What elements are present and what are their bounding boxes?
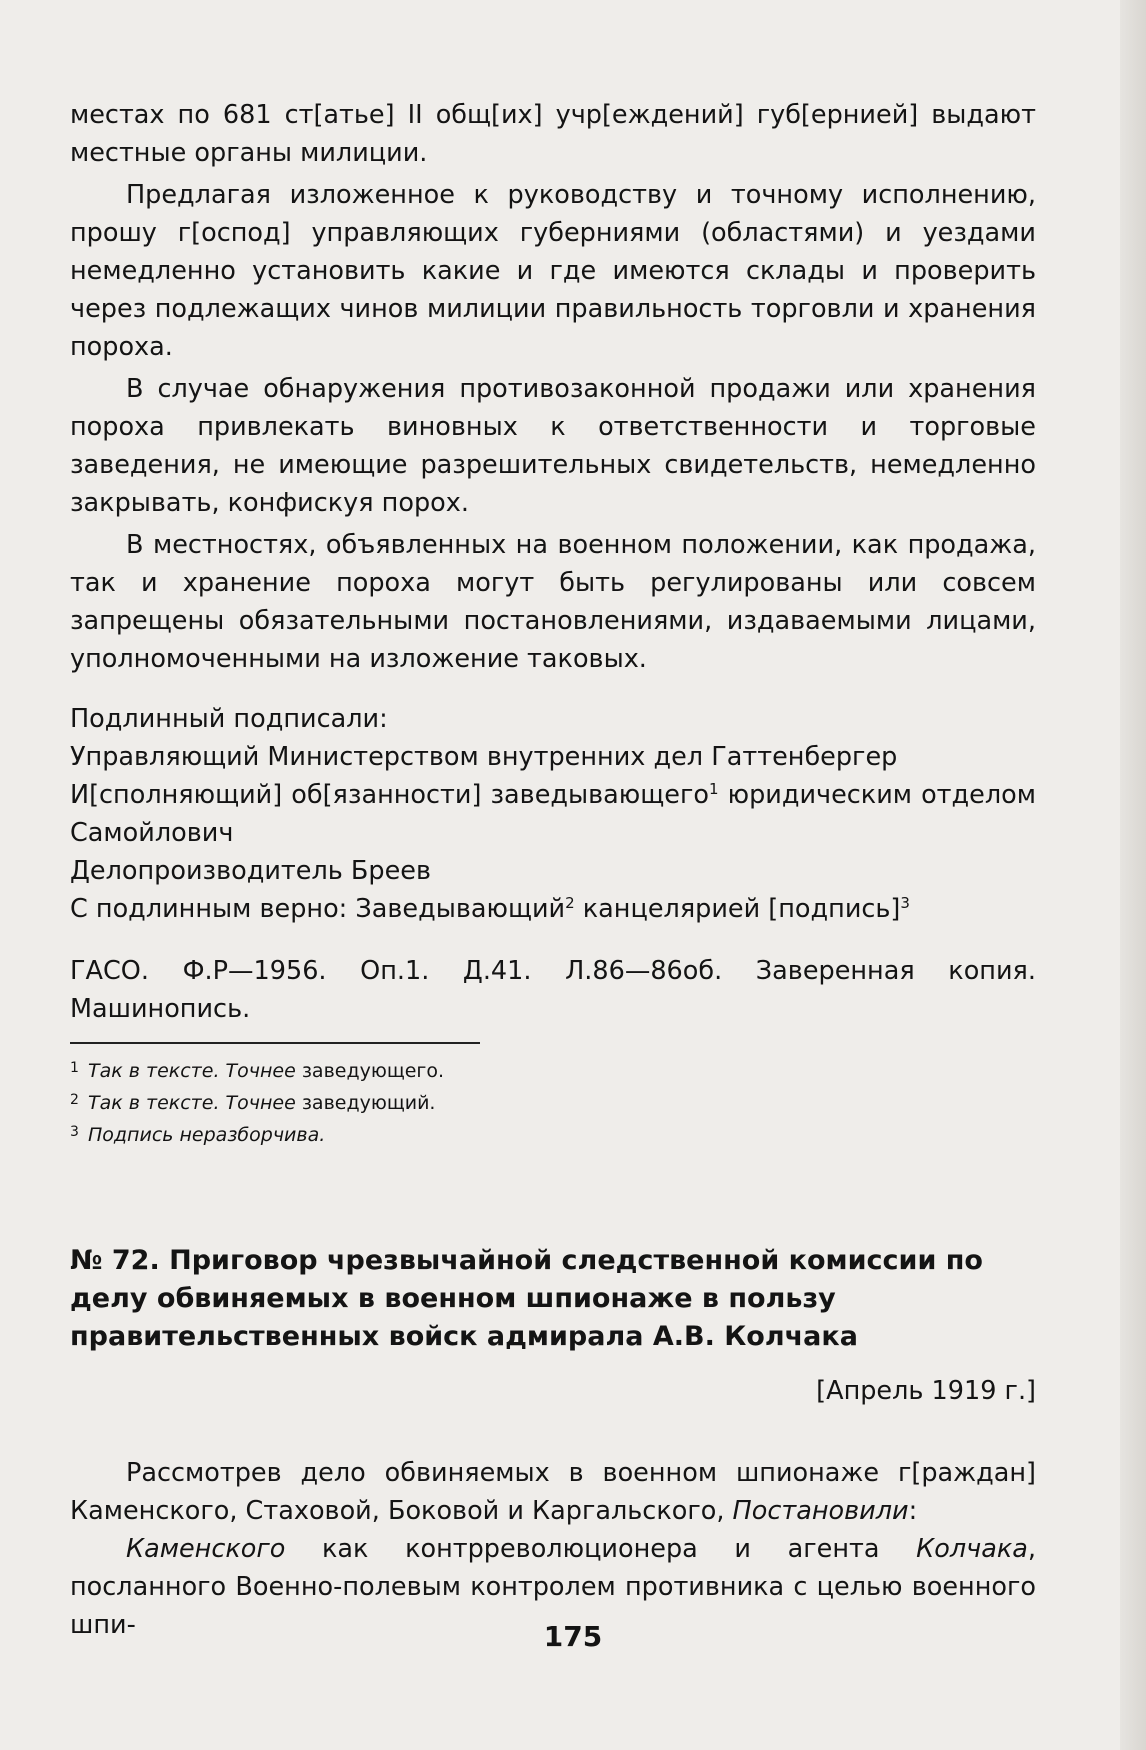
signature-certified-a: С подлинным верно: Заведывающий <box>70 894 566 924</box>
paragraph-4: В местностях, объявленных на военном положении, как продажа, так и хранение пороха могут быть регулированы или совсем запрещены обязательными постановлениями, издаваемыми лицами, уполномоченными на изложение таковых. <box>70 530 1036 674</box>
verdict-text <box>70 1454 1036 1644</box>
footnote-1-num: 1 <box>70 1060 79 1076</box>
footnote-2-text: заведующий. <box>295 1092 436 1114</box>
footnote-2-italic: Так в тексте. Точнее <box>88 1092 296 1114</box>
paragraph-1: местах по 681 ст[атье] II общ[их] учр[еждений] губ[ернией] выдают местные органы милиции. <box>70 100 1036 168</box>
verdict-p1-end: : <box>908 1496 918 1526</box>
footnote-2-num: 2 <box>70 1092 79 1108</box>
verdict-p2-text-a: как контрреволюционера и агента <box>285 1534 917 1564</box>
signature-certified-b: канцелярией [подпись] <box>574 894 901 924</box>
signature-legal-dept <box>70 776 1036 852</box>
footnote-ref-3: 3 <box>900 894 910 912</box>
footnote-3-italic: Подпись неразборчива. <box>88 1124 326 1146</box>
footnote-2 <box>70 1086 1036 1118</box>
paragraph-2: Предлагая изложенное к руководству и точному исполнению, прошу г[оспод] управляющих губерниями (областями) и уездами немедленно установить какие и где имеются склады и проверить через подлежащих чинов милиции правильность торговли и хранения пороха. <box>70 180 1036 362</box>
document-date: [Апрель 1919 г.] <box>816 1376 1036 1406</box>
verdict-p1-emph: Постановили <box>732 1496 909 1526</box>
footnote-rule <box>70 1042 480 1044</box>
signatures-block <box>70 700 1036 928</box>
signature-legal-dept-b: юридическим отделом Самойлович <box>70 780 1036 848</box>
archive-source: ГАСО. Ф.Р—1956. Оп.1. Д.41. Л.86—86об. Заверенная копия. Машинопись. <box>70 956 1036 1024</box>
verdict-p2-emph-2: Колчака <box>916 1534 1028 1564</box>
footnote-1 <box>70 1054 1036 1086</box>
footnote-1-text: заведующего. <box>295 1060 445 1082</box>
verdict-p1-text: Рассмотрев дело обвиняемых в военном шпионаже г[раждан] Каменского, Стаховой, Боковой и Каргальского, <box>70 1458 1036 1526</box>
footnotes <box>70 1054 1036 1150</box>
signatures-heading: Подлинный подписали: <box>70 704 388 734</box>
footnote-ref-2: 2 <box>565 894 575 912</box>
footnote-1-italic: Так в тексте. Точнее <box>88 1060 296 1082</box>
signature-legal-dept-a: И[сполняющий] об[язанности] заведывающего <box>70 780 709 810</box>
page-edge-shadow <box>1120 0 1146 1750</box>
verdict-paragraph-1 <box>70 1454 1036 1530</box>
verdict-p2-emph-1: Каменского <box>126 1534 286 1564</box>
signature-certified <box>70 890 1036 928</box>
page-number: 175 <box>543 1620 603 1653</box>
footnote-3 <box>70 1118 1036 1150</box>
footnote-3-num: 3 <box>70 1124 79 1140</box>
signature-clerk: Делопроизводитель Бреев <box>70 856 431 886</box>
signature-minister: Управляющий Министерством внутренних дел Гаттенбергер <box>70 742 898 772</box>
verdict-p2-text-b: , посланного Военно-полевым контролем противника с целью военного шпи- <box>70 1534 1036 1640</box>
document-title: № 72. Приговор чрезвычайной следственной комиссии по делу обвиняемых в военном шпионаже в пользу правительственных войск адмирала А.В. Колчака <box>70 1245 983 1352</box>
page-content <box>70 96 1036 1644</box>
footnote-ref-1: 1 <box>708 780 719 798</box>
paragraph-3: В случае обнаружения противозаконной продажи или хранения пороха привлекать виновных к ответственности и торговые заведения, не имеющие разрешительных свидетельств, немедленно закрывать, конфискуя порох. <box>70 374 1036 518</box>
